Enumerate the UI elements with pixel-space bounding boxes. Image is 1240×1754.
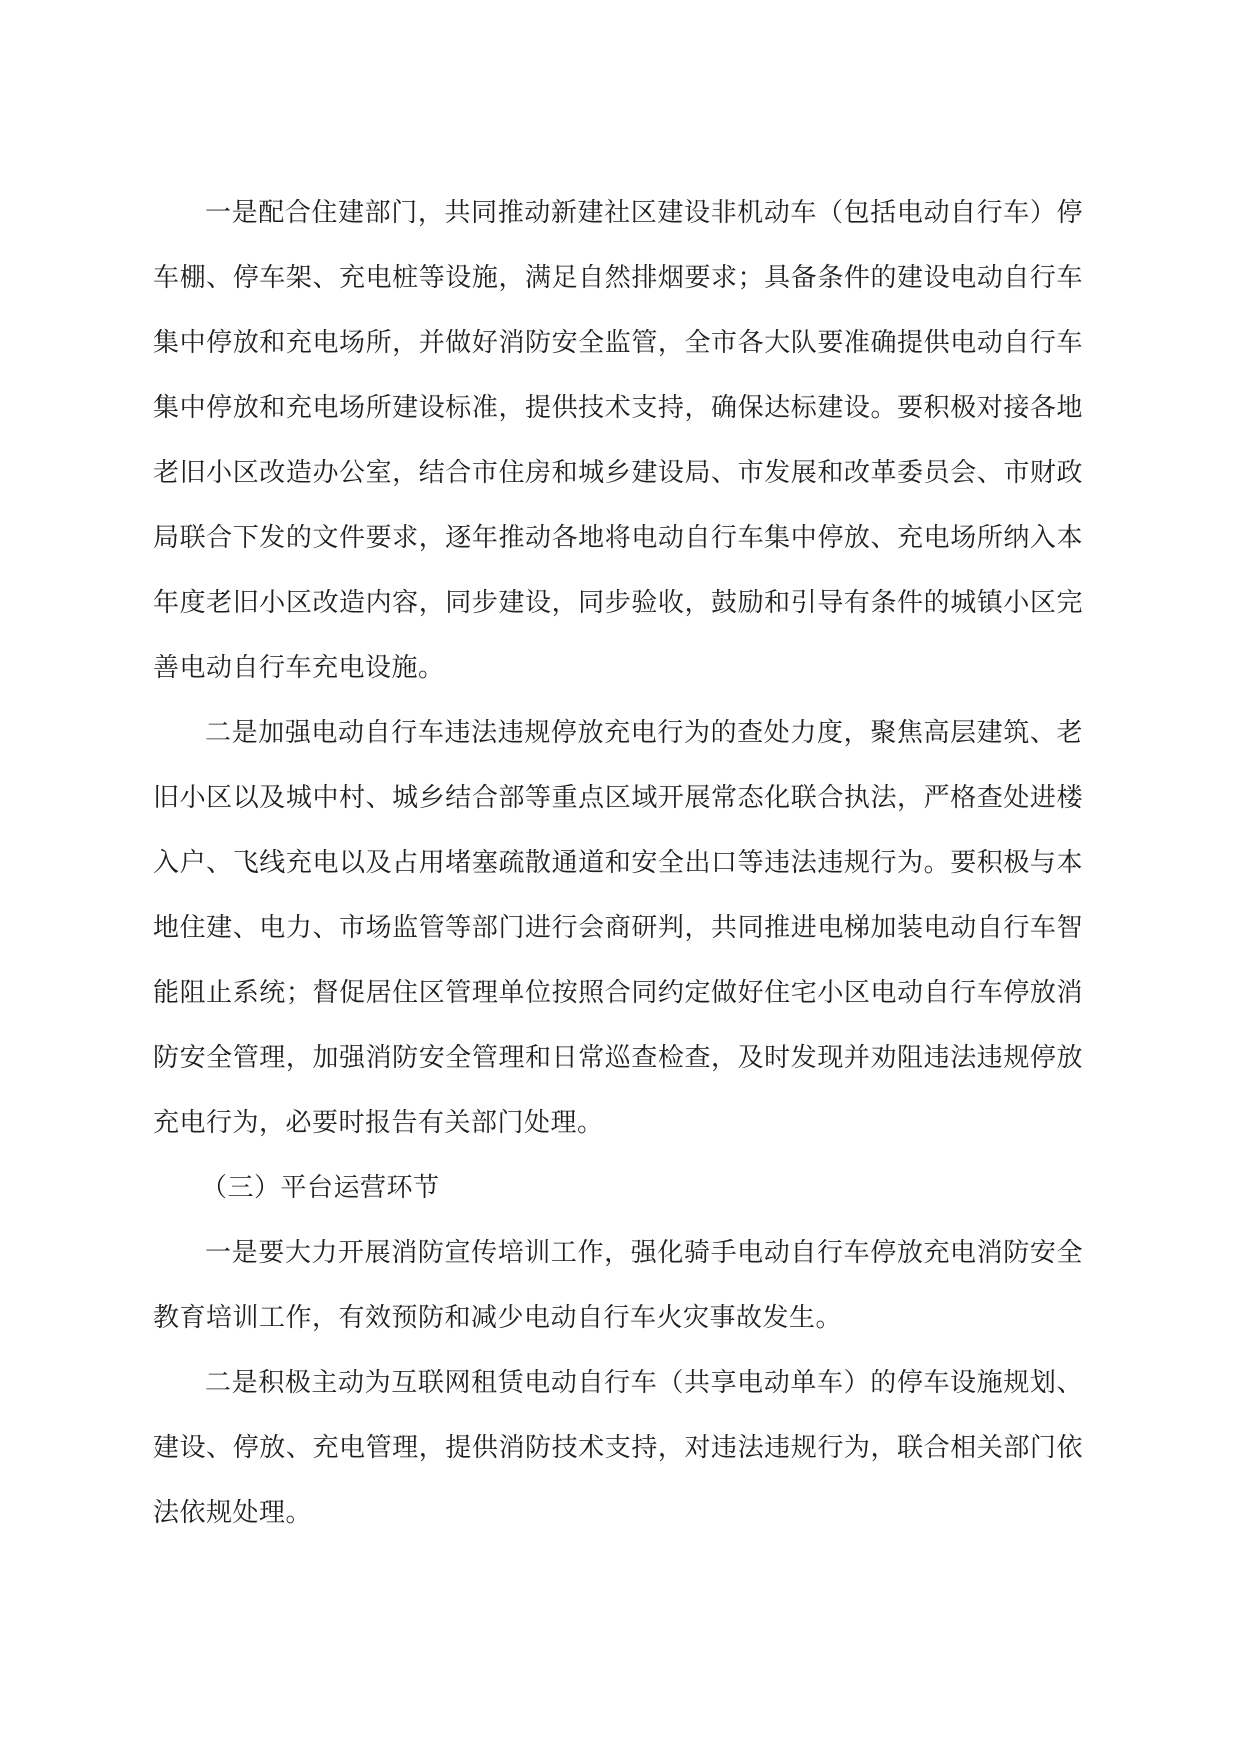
paragraph-shared-bikes: 二是积极主动为互联网租赁电动自行车（共享电动单车）的停车设施规划、建设、停放、充电管理，提供消防技术支持，对违法违规行为，联合相关部门依法依规处理。 xyxy=(153,1368,1083,1528)
paragraph-community-facilities: 一是配合住建部门，共同推动新建社区建设非机动车（包括电动自行车）停车棚、停车架、充电桩等设施，满足自然排烟要求；具备条件的建设电动自行车集中停放和充电场所，并做好消防安全监管，全市各大队要准确提供电动自行车集中停放和充电场所建设标准，提供技术支持，确保达标建设。要积极对接各地老旧小区改造办公室，结合市住房和城乡建设局、市发展和改革委员会、市财政局联合下发的文件要求，逐年推动各地将电动自行车集中停放、充电场所纳入本年度老旧小区改造内容，同步建设，同步验收，鼓励和引导有条件的城镇小区完善电动自行车充电设施。 xyxy=(153,198,1083,683)
paragraph-enforcement: 二是加强电动自行车违法违规停放充电行为的查处力度，聚焦高层建筑、老旧小区以及城中村、城乡结合部等重点区域开展常态化联合执法，严格查处进楼入户、飞线充电以及占用堵塞疏散通道和安全出口等违法违规行为。要积极与本地住建、电力、市场监管等部门进行会商研判，共同推进电梯加装电动自行车智能阻止系统；督促居住区管理单位按照合同约定做好住宅小区电动自行车停放消防安全管理，加强消防安全管理和日常巡查检查，及时发现并劝阻违法违规停放充电行为，必要时报告有关部门处理。 xyxy=(153,718,1083,1138)
document-body xyxy=(153,181,1083,1546)
paragraph-training: 一是要大力开展消防宣传培训工作，强化骑手电动自行车停放充电消防安全教育培训工作，有效预防和减少电动自行车火灾事故发生。 xyxy=(153,1238,1083,1333)
section-heading-platform-operations: （三）平台运营环节 xyxy=(201,1173,440,1203)
